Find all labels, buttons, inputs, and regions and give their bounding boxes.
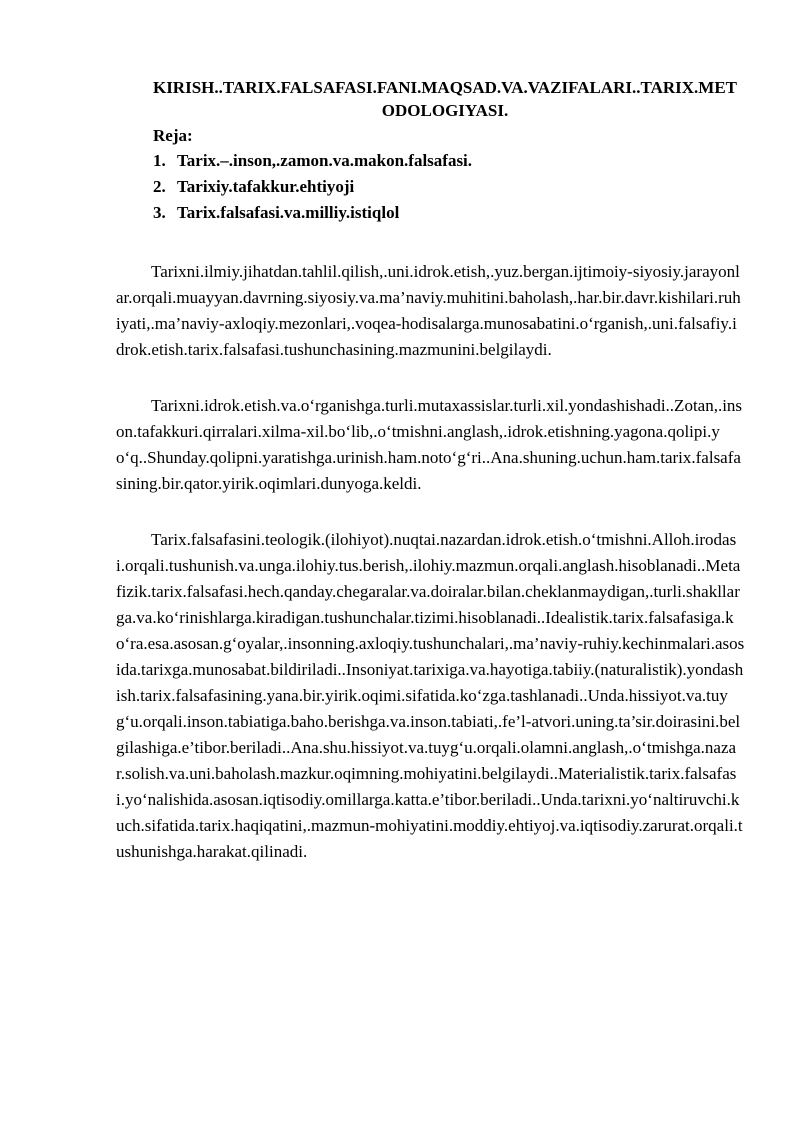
body-paragraph: Tarixni.ilmiy.jihatdan.tahlil.qilish,.uni.idrok.etish,.yuz.bergan.ijtimoiy-siyosiy.jarayonlar.orqali.muayyan.davrning.siyosiy.va.ma’naviy.muhitini.baholash,.har.bir.davr.kishilari.ruhiyati,.ma’naviy-axloqiy.mezonlari,.voqea-hodisalarga.munosabatini.o‘rganish,.uni.falsafiy.idrok.etish.tarix.falsafasi.tushunchasining.mazmunini.belgilaydi. xyxy=(116,262,741,359)
plan-item-text: Tarix.falsafasi.va.milliy.istiqlol xyxy=(177,203,400,222)
plan-item xyxy=(153,148,472,174)
body-paragraph: Tarix.falsafasini.teologik.(ilohiyot).nuqtai.nazardan.idrok.etish.o‘tmishni.Alloh.irodasi.orqali.tushunish.va.unga.ilohiy.tus.berish,.ilohiy.mazmun.orqali.anglash.hisoblanadi..Metafizik.tarix.falsafasi.hech.qanday.chegaralar.va.doiralar.bilan.cheklanmaydigan,.turli.shakllarga.va.ko‘rinishlarga.kiradigan.tushunchalar.tizimi.hisoblanadi..Idealistik.tarix.falsafasiga.ko‘ra.esa.asosan.g‘oyalar,.insonning.axloqiy.tushunchalari,.ma’naviy-ruhiy.kechinmalari.asosida.tarixga.munosabat.bildiriladi..Insoniyat.tarixiga.va.hayotiga.tabiiy.(naturalistik).yondashish.tarix.falsafasining.yana.bir.yirik.oqimi.sifatida.ko‘zga.tashlanadi..Unda.hissiyot.va.tuyg‘u.orqali.inson.tabiatiga.baho.berishga.va.inson.tabiati,.fe’l-atvori.uning.ta’sir.doirasini.belgilashiga.e’tibor.beriladi..Ana.shu.hissiyot.va.tuyg‘u.orqali.olamni.anglash,.o‘tmishga.nazar.solish.va.uni.baholash.mazkur.oqimning.mohiyatini.belgilaydi..Materialistik.tarix.falsafasi.yo‘nalishida.asosan.iqtisodiy.omillarga.katta.e’tibor.beriladi..Unda.tarixni.yo‘naltiruvchi.kuch.sifatida.tarix.haqiqatini,.mazmun-mohiyatini.moddiy.ehtiyoj.va.iqtisodiy.zarurat.orqali.tushunishga.harakat.qilinadi. xyxy=(116,530,745,861)
plan-list xyxy=(153,148,472,226)
plan-item-number: 3. xyxy=(153,203,166,222)
body-paragraph: Tarixni.idrok.etish.va.o‘rganishga.turli.mutaxassislar.turli.xil.yondashishadi..Zotan,.inson.tafakkuri.qirralari.xilma-xil.bo‘lib,.o‘tmishni.anglash,.idrok.etishning.yagona.qolipi.yo‘q..Shunday.qolipni.yaratishga.urinish.ham.noto‘g‘ri..Ana.shuning.uchun.ham.tarix.falsafasining.bir.qator.yirik.oqimlari.dunyoga.keldi. xyxy=(116,396,743,493)
plan-item-number: 1. xyxy=(153,151,166,170)
plan-item-number: 2. xyxy=(153,177,166,196)
document-title: KIRISH..TARIX.FALSAFASI.FANI.MAQSAD.VA.VAZIFALARI..TARIX.METODOLOGIYASI. xyxy=(152,78,738,120)
plan-heading: Reja: xyxy=(153,126,193,145)
plan-item-text: Tarixiy.tafakkur.ehtiyoji xyxy=(177,177,355,196)
plan-item-text: Tarix.–.inson,.zamon.va.makon.falsafasi. xyxy=(177,151,473,170)
plan-item xyxy=(153,174,472,200)
plan-item xyxy=(153,200,472,226)
